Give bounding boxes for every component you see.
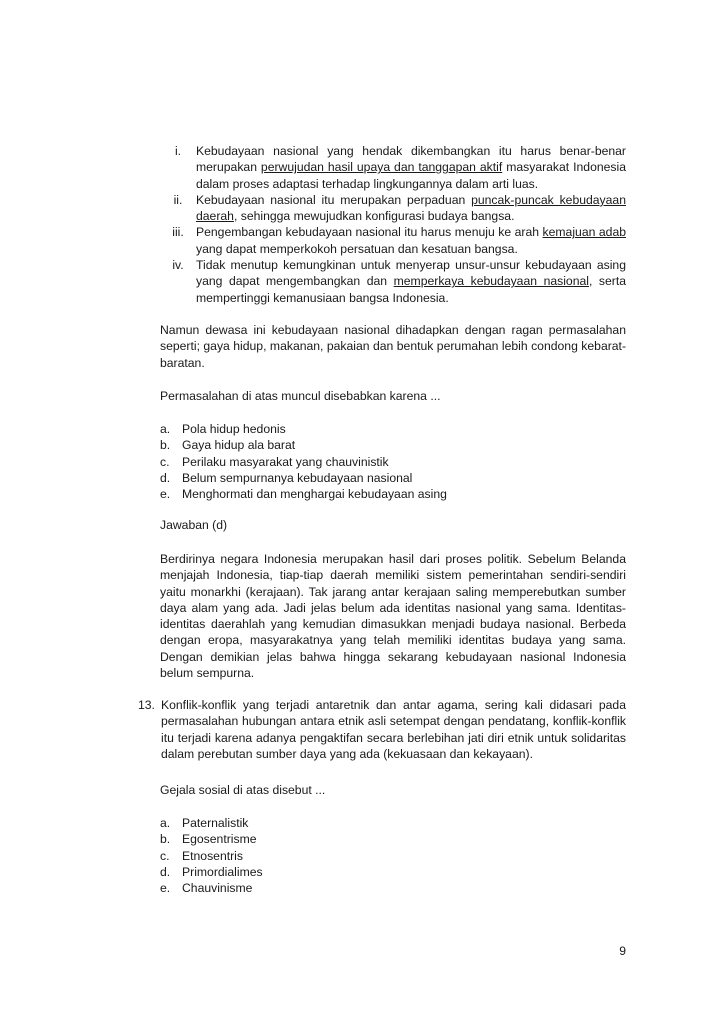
principles-list <box>160 143 626 306</box>
item-text-part: Kebudayaan nasional yang hendak dikembangkan itu harus benar-benar merupakan <box>196 144 626 175</box>
underlined-phrase: puncak-puncak kebudayaan daerah <box>196 192 626 224</box>
item-text-part: Pengembangan kebudayaan nasional itu harus menuju ke arah <box>196 225 543 240</box>
option-text: Gaya hidup ala barat <box>182 438 296 453</box>
option-letter: d. <box>160 470 171 485</box>
option-text: Egosentrisme <box>182 832 257 847</box>
option-text: Paternalistik <box>182 816 249 830</box>
explanation-12: Berdirinya negara Indonesia merupakan hasil dari proses politik. Sebelum Belanda menjajah Indonesia, tiap-tiap daerah memiliki sistem pemerintahan sendiri-sendiri yaitu monarkhi (kerajaan). Tak jarang antar kerajaan saling memperebutkan sumber daya alam yang ada. Jadi jelas belum ada identitas nasional yang sama. Identitas-identitas daerahlah yang kemudian dimasukkan menjadi budaya nasional. Berbeda dengan eropa, masyarakatnya yang telah memiliki identitas budaya yang sama. Dengan demikian jelas bahwa hingga sekarang kebudayaan nasional Indonesia belum sempurna. <box>160 552 626 681</box>
item-text-part: yang dapat memperkokoh persatuan dan kesatuan bangsa. <box>196 241 518 256</box>
options-12-list <box>160 421 626 502</box>
option-letter: a. <box>160 816 171 830</box>
answer-12: Jawaban (d) <box>160 518 228 532</box>
option-item <box>160 454 626 470</box>
option-item <box>160 864 626 880</box>
option-letter: e. <box>160 487 171 502</box>
item-text <box>196 192 626 225</box>
list-item <box>160 143 626 192</box>
underlined-phrase: kemajuan adab <box>542 225 626 240</box>
item-text <box>196 143 626 192</box>
option-letter: c. <box>160 848 170 863</box>
item-text <box>196 257 626 306</box>
option-item <box>160 848 626 864</box>
option-text: Perilaku masyarakat yang chauvinistik <box>182 454 389 469</box>
underlined-phrase: memperkaya kebudayaan nasional <box>393 274 589 289</box>
item-text <box>196 224 626 257</box>
option-text: Pola hidup hedonis <box>182 422 286 436</box>
option-item <box>160 486 626 502</box>
page-number: 9 <box>619 944 626 958</box>
item-text-part: , serta mempertinggi kemanusiaan bangsa Indonesia. <box>196 274 626 305</box>
option-item <box>160 880 626 896</box>
option-item <box>160 815 626 831</box>
option-text: Menghormati dan menghargai kebudayaan asing <box>182 487 447 502</box>
option-letter: e. <box>160 881 171 896</box>
option-text: Belum sempurnanya kebudayaan nasional <box>182 470 413 485</box>
item-number: i. <box>174 144 182 158</box>
question-13 <box>138 697 626 762</box>
question-13-prompt: Gejala sosial di atas disebut ... <box>160 783 326 797</box>
item-number: iv. <box>172 258 184 273</box>
option-letter: b. <box>160 438 171 453</box>
list-item <box>160 224 626 257</box>
option-item <box>160 421 626 437</box>
option-letter: d. <box>160 864 171 879</box>
item-number: iii. <box>172 225 184 240</box>
options-13-list <box>160 815 626 896</box>
option-item <box>160 437 626 453</box>
item-text-part: Kebudayaan nasional itu merupakan perpaduan <box>196 192 472 207</box>
item-text-part: masyarakat Indonesia dalam proses adaptasi terhadap lingkungannya dalam arti luas. <box>196 160 626 191</box>
option-letter: c. <box>160 454 170 469</box>
option-text: Etnosentris <box>182 848 243 863</box>
option-item <box>160 470 626 486</box>
underlined-phrase: perwujudan hasil upaya dan tanggapan aktif <box>260 160 503 175</box>
option-text: Chauvinisme <box>182 881 253 896</box>
option-letter: b. <box>160 832 171 847</box>
question-number: 13. <box>138 698 155 712</box>
item-number: ii. <box>173 192 183 207</box>
list-item <box>160 192 626 225</box>
option-item <box>160 831 626 847</box>
option-letter: a. <box>160 422 171 436</box>
paragraph-namun: Namun dewasa ini kebudayaan nasional dihadapkan dengan ragan permasalahan seperti; gaya hidup, makanan, pakaian dan bentuk perumahan lebih condong kebarat-baratan. <box>160 323 626 370</box>
item-text-part: , sehingga mewujudkan konfigurasi budaya bangsa. <box>233 209 515 224</box>
option-text: Primordialimes <box>182 864 263 879</box>
question-13-text: Konflik-konflik yang terjadi antaretnik dan antar agama, sering kali didasari pada permasalahan hubungan antara etnik asli setempat dengan pendatang, konflik-konflik itu terjadi karena adanya pengaktifan secara berlebihan jati diri etnik untuk solidaritas dalam perebutan sumber daya yang ada (kekuasaan dan kekayaan). <box>161 698 626 761</box>
question-12-prompt: Permasalahan di atas muncul disebabkan karena ... <box>160 389 441 403</box>
list-item <box>160 257 626 306</box>
item-text-part: Tidak menutup kemungkinan untuk menyerap unsur-unsur kebudayaan asing yang dapat mengembangkan dan <box>196 258 626 289</box>
